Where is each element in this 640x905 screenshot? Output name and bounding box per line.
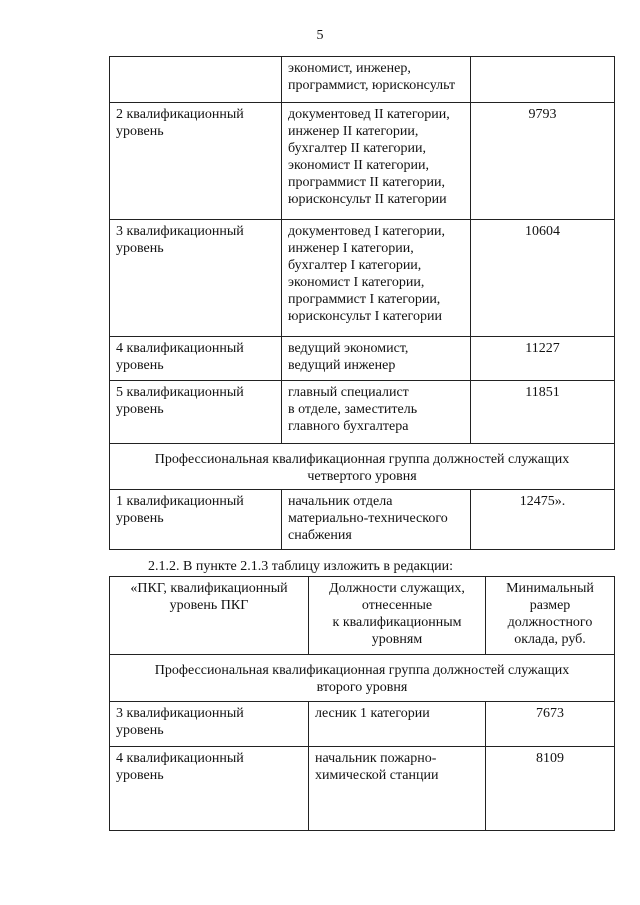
salary-cell: 11851 [471, 381, 615, 444]
salary-cell: 8109 [486, 747, 615, 831]
salary-cell: 12475». [471, 490, 615, 550]
positions-cell: документовед I категории, инженер I категории, бухгалтер I категории, экономист I категории, программист I категории, юрисконсульт I категории [282, 220, 471, 337]
table-row [110, 490, 615, 550]
table-row [110, 747, 615, 831]
salary-table-continued [109, 56, 615, 550]
salary-cell: 7673 [486, 702, 615, 747]
level-cell: 4 квалификационный уровень [110, 747, 309, 831]
salary-table-new [109, 576, 615, 831]
group-header-row [110, 444, 615, 490]
level-cell: 3 квалификационный уровень [110, 220, 282, 337]
positions-cell: начальник пожарно- химической станции [309, 747, 486, 831]
header-cell-salary: Минимальный размер должностного оклада, руб. [486, 577, 615, 655]
table-row [110, 702, 615, 747]
positions-cell: начальник отдела материально-технического снабжения [282, 490, 471, 550]
positions-cell: ведущий экономист, ведущий инженер [282, 337, 471, 381]
table-row [110, 57, 615, 103]
level-cell: 1 квалификационный уровень [110, 490, 282, 550]
level-cell [110, 57, 282, 103]
table-row [110, 381, 615, 444]
group-header-cell: Профессиональная квалификационная группа должностей служащих четвертого уровня [110, 444, 615, 490]
page-number: 5 [316, 28, 324, 43]
table-row [110, 337, 615, 381]
level-cell: 2 квалификационный уровень [110, 103, 282, 220]
level-cell: 4 квалификационный уровень [110, 337, 282, 381]
salary-cell: 10604 [471, 220, 615, 337]
positions-cell: лесник 1 категории [309, 702, 486, 747]
salary-cell: 9793 [471, 103, 615, 220]
table-header-row [110, 577, 615, 655]
header-cell-positions: Должности служащих, отнесенные к квалификационным уровням [309, 577, 486, 655]
amendment-paragraph: 2.1.2. В пункте 2.1.3 таблицу изложить в редакции: [148, 559, 453, 574]
header-cell-pkg: «ПКГ, квалификационный уровень ПКГ [110, 577, 309, 655]
positions-cell: документовед II категории, инженер II категории, бухгалтер II категории, экономист II категории, программист II категории, юрисконсульт II категории [282, 103, 471, 220]
table-row [110, 103, 615, 220]
salary-cell [471, 57, 615, 103]
positions-cell: экономист, инженер, программист, юрисконсульт [282, 57, 471, 103]
positions-cell: главный специалист в отделе, заместитель главного бухгалтера [282, 381, 471, 444]
salary-cell: 11227 [471, 337, 615, 381]
table-row [110, 220, 615, 337]
group-header-cell: Профессиональная квалификационная группа должностей служащих второго уровня [110, 655, 615, 702]
level-cell: 5 квалификационный уровень [110, 381, 282, 444]
group-header-row [110, 655, 615, 702]
level-cell: 3 квалификационный уровень [110, 702, 309, 747]
